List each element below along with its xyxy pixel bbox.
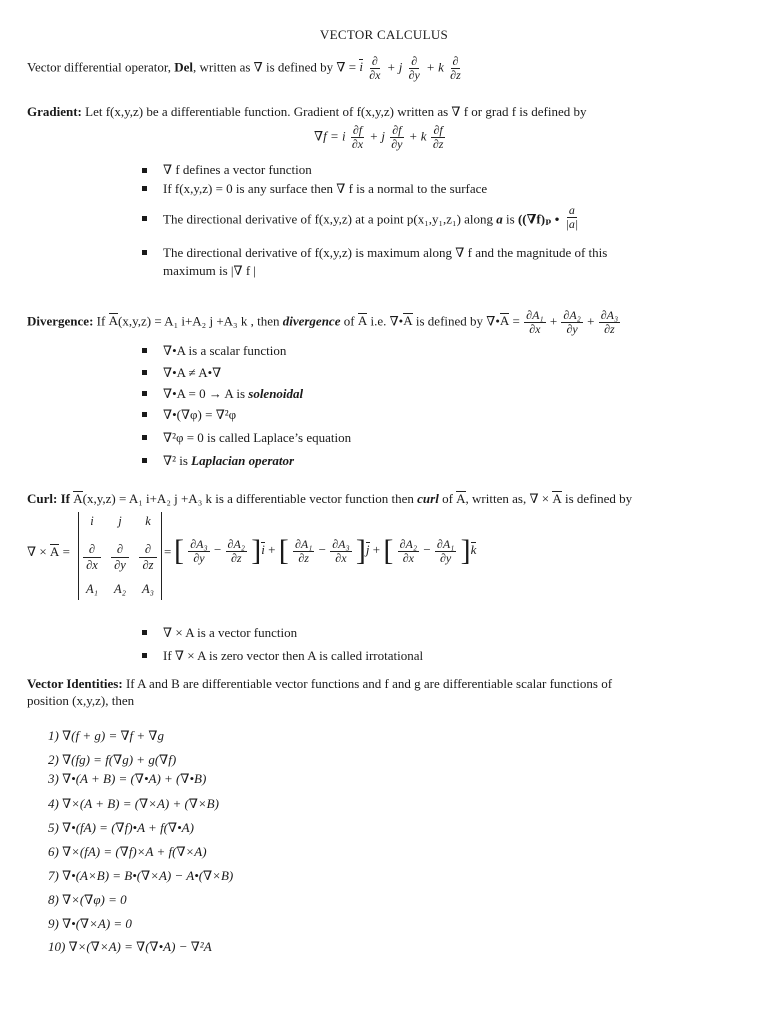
curl-bullet-2: If ∇ × A is zero vector then A is called irrotational bbox=[163, 648, 424, 663]
identity-7: 7) ∇•(A×B) = B•(∇×A) − A•(∇×B) bbox=[48, 868, 234, 883]
identity-8: 8) ∇×(∇φ) = 0 bbox=[48, 892, 127, 907]
bullet bbox=[142, 653, 147, 658]
identity-3: 3) ∇•(A + B) = (∇•A) + (∇•B) bbox=[48, 771, 207, 786]
del-frac-x: $\frac{\partial}{\partial x}$ bbox=[369, 54, 381, 82]
gradient-bullet-3: The directional derivative of f(x,y,z) at a point p(x₁,y₁,z₁) along a is ((∇f)ₚ • $\frac{a}{|a|}$ bbox=[163, 203, 579, 231]
curl-bullet-1: ∇ × A is a vector function bbox=[163, 625, 298, 640]
bullet bbox=[142, 216, 147, 221]
del-frac-y: $\frac{\partial}{\partial y}$ bbox=[408, 54, 420, 82]
del-word: Del bbox=[174, 59, 194, 75]
del-lhs: ∇ = bbox=[336, 59, 357, 75]
identity-9: 9) ∇•(∇×A) = 0 bbox=[48, 916, 132, 931]
gradient-bullet-4-cont: maximum is |∇ f | bbox=[163, 263, 256, 278]
identity-1: 1) ∇(f + g) = ∇f + ∇g bbox=[48, 728, 165, 743]
curl-expansion: [ $\frac{\text{∂A₃}}{\partial y}$ − $\frac{\text{∂A₂}}{\partial z}$ ]i + [ $\frac{\text{∂A₁}}{\partial z}$ − $\frac{\text{∂A₃}}{\partial x}$ ]j + [ $\frac{\text{∂A₂}}{\partial x}$ − $\frac{\text{∂A₁}}{\partial y}$ ]k bbox=[174, 534, 477, 567]
gradient-formula: ∇f = i $\frac{\partial f}{\partial x}$ + j $\frac{\partial f}{\partial y}$ + k $\frac{\partial f}{\partial z}$ bbox=[314, 123, 444, 151]
del-definition bbox=[27, 55, 464, 82]
divergence-bullet-4: ∇•(∇φ) = ∇²φ bbox=[163, 407, 237, 422]
curl-heading: Curl: If A(x,y,z) = A₁ i+A₂ j +A₃ k is a differentiable vector function then curl of A, written as, ∇ × A is defined by bbox=[27, 491, 633, 506]
del-text-a: Vector differential operator, bbox=[27, 59, 171, 75]
bullet bbox=[142, 348, 147, 353]
bullet bbox=[142, 458, 147, 463]
identity-10: 10) ∇×(∇×A) = ∇(∇•A) − ∇²A bbox=[48, 939, 212, 954]
identity-4: 4) ∇×(A + B) = (∇×A) + (∇×B) bbox=[48, 796, 219, 811]
gradient-bullet-2: If f(x,y,z) = 0 is any surface then ∇ f is a normal to the surface bbox=[163, 181, 488, 196]
divergence-heading: Divergence: If A(x,y,z) = A₁ i+A₂ j +A₃ k , then divergence of A i.e. ∇•A is defined by ∇•A = $\frac{\text{∂A₁}}{\partial x}$ + $\frac{\text{∂A₂}}{\partial y}$ + $\frac{\text{∂A₃}}{\partial z}$ bbox=[27, 308, 619, 336]
bullet bbox=[142, 391, 147, 396]
bullet bbox=[142, 250, 147, 255]
identities-heading-cont: position (x,y,z), then bbox=[27, 693, 135, 708]
del-j: + j bbox=[386, 59, 403, 75]
divergence-bullet-3: ∇•A = 0 → A is solenoidal bbox=[163, 386, 304, 401]
del-frac-z: $\frac{\partial}{\partial z}$ bbox=[450, 54, 461, 82]
divergence-bullet-1: ∇•A is a scalar function bbox=[163, 343, 287, 358]
gradient-text: Let f(x,y,z) be a differentiable function. Gradient of f(x,y,z) written as ∇ f or grad f is defined by bbox=[85, 104, 587, 119]
del-i: i bbox=[359, 59, 363, 75]
bullet bbox=[142, 630, 147, 635]
identity-2: 2) ∇(fg) = f(∇g) + g(∇f) bbox=[48, 752, 177, 767]
gradient-label: Gradient: bbox=[27, 104, 82, 119]
curl-determinant: i j k ∂ ∂ ∂ ∂x ∂y ∂z A₁ A₂ A₃ bbox=[78, 512, 162, 600]
identity-6: 6) ∇×(fA) = (∇f)×A + f(∇×A) bbox=[48, 844, 207, 859]
bullet bbox=[142, 370, 147, 375]
del-k: + k bbox=[426, 59, 444, 75]
del-text-b: , written as ∇ is defined by bbox=[193, 59, 334, 75]
gradient-bullet-1: ∇ f defines a vector function bbox=[163, 162, 312, 177]
bullet bbox=[142, 168, 147, 173]
curl-lhs: ∇ × A = bbox=[27, 544, 70, 559]
bullet bbox=[142, 186, 147, 191]
identity-5: 5) ∇•(fA) = (∇f)•A + f(∇•A) bbox=[48, 820, 194, 835]
identities-heading: Vector Identities: If A and B are differentiable vector functions and f and g are differentiable scalar functions of bbox=[27, 676, 613, 691]
divergence-bullet-2: ∇•A ≠ A•∇ bbox=[163, 365, 222, 380]
page-title: VECTOR CALCULUS bbox=[319, 27, 449, 42]
curl-eq: = bbox=[164, 544, 172, 559]
gradient-bullet-4: The directional derivative of f(x,y,z) is maximum along ∇ f and the magnitude of this bbox=[163, 245, 608, 260]
divergence-bullet-5: ∇²φ = 0 is called Laplace’s equation bbox=[163, 430, 352, 445]
bullet bbox=[142, 412, 147, 417]
gradient-heading bbox=[27, 104, 586, 120]
divergence-bullet-6: ∇² is Laplacian operator bbox=[163, 453, 295, 468]
bullet bbox=[142, 435, 147, 440]
